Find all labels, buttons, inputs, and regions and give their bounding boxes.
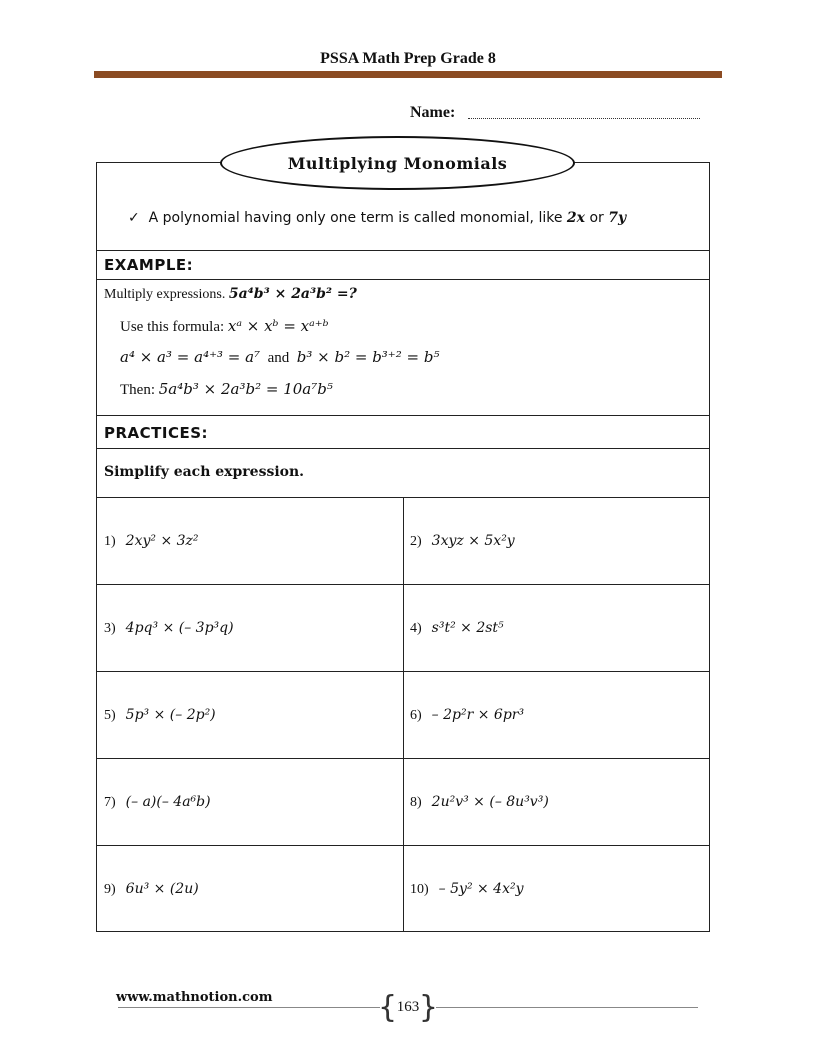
example-result bbox=[120, 380, 333, 399]
page-number: 163 bbox=[396, 998, 420, 1015]
intro-text: A polynomial having only one term is called monomial, like bbox=[148, 210, 563, 226]
divider bbox=[97, 415, 709, 416]
formula-label: Use this formula: bbox=[120, 319, 225, 335]
step-and: and bbox=[267, 350, 290, 366]
practices-label: PRACTICES: bbox=[104, 424, 209, 442]
example-steps bbox=[120, 348, 439, 367]
problem-item: 8) 2u²v³ × (– 8u³v³) bbox=[410, 794, 549, 810]
problem-item: 5) 5p³ × (– 2p²) bbox=[104, 707, 216, 723]
intro-bullet bbox=[128, 210, 626, 226]
brace-right-icon: } bbox=[418, 990, 438, 1025]
divider bbox=[97, 250, 709, 251]
divider bbox=[97, 448, 709, 449]
divider bbox=[97, 279, 709, 280]
brace-left-icon: { bbox=[378, 990, 398, 1025]
example-label: EXAMPLE: bbox=[104, 256, 194, 274]
page-header-title: PSSA Math Prep Grade 8 bbox=[320, 50, 496, 67]
problem-item: 2) 3xyz × 5x²y bbox=[410, 533, 515, 549]
problem-item: 9) 6u³ × (2u) bbox=[104, 881, 199, 897]
example-prompt-text: Multiply expressions. bbox=[104, 287, 226, 302]
page-number-box bbox=[378, 990, 438, 1025]
example-prompt bbox=[104, 286, 357, 303]
header-divider bbox=[94, 71, 722, 78]
name-label: Name: bbox=[410, 104, 456, 121]
problem-item: 4) s³t² × 2st⁵ bbox=[410, 620, 504, 636]
intro-or: or bbox=[589, 210, 604, 226]
formula-expression: xᵃ × xᵇ = xᵃ⁺ᵇ bbox=[227, 317, 329, 335]
footer-url[interactable]: www.mathnotion.com bbox=[116, 990, 273, 1005]
practice-instruction: Simplify each expression. bbox=[104, 464, 305, 480]
intro-example-1: 2x bbox=[566, 210, 586, 226]
problem-item: 10) – 5y² × 4x²y bbox=[410, 881, 524, 897]
problem-item: 1) 2xy² × 3z² bbox=[104, 533, 199, 549]
step-a: a⁴ × a³ = a⁴⁺³ = a⁷ bbox=[120, 348, 261, 366]
name-field[interactable] bbox=[468, 110, 700, 119]
example-prompt-expression: 5a⁴b³ × 2a³b² =? bbox=[228, 286, 357, 302]
result-expression: 5a⁴b³ × 2a³b² = 10a⁷b⁵ bbox=[158, 380, 333, 398]
problem-item: 7) (– a)(– 4a⁶b) bbox=[104, 794, 211, 810]
example-formula bbox=[120, 317, 329, 336]
problem-item: 6) – 2p²r × 6pr³ bbox=[410, 707, 525, 723]
check-icon: ✓ bbox=[128, 210, 140, 226]
then-label: Then: bbox=[120, 382, 155, 398]
intro-example-2: 7y bbox=[608, 210, 627, 226]
column-divider bbox=[403, 497, 404, 931]
step-b: b³ × b² = b³⁺² = b⁵ bbox=[296, 348, 440, 366]
section-title: Multiplying Monomials bbox=[220, 136, 575, 190]
problem-item: 3) 4pq³ × (– 3p³q) bbox=[104, 620, 234, 636]
